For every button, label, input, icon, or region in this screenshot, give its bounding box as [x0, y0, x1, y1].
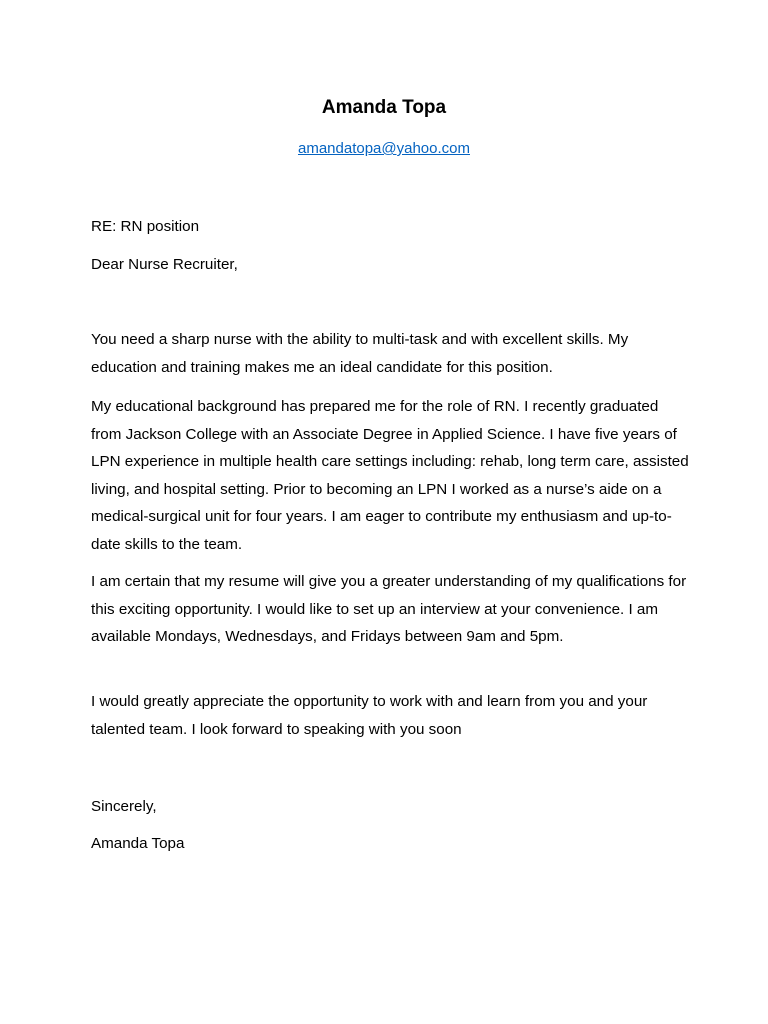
sender-email-line	[0, 139, 768, 159]
salutation: Dear Nurse Recruiter,	[91, 256, 238, 273]
paragraph-availability: I am certain that my resume will give you a greater understanding of my qualifications for this exciting opportunity. I would like to set up an interview at your convenience. I am available Mondays, Wednesdays, and Fridays between 9am and 5pm.	[91, 573, 687, 645]
paragraph-background: My educational background has prepared me for the role of RN. I recently graduated from Jackson College with an Associate Degree in Applied Science. I have five years of LPN experience in multiple health care settings including: rehab, long term care, assisted living, and hospital setting. Prior to becoming an LPN I worked as a nurse’s aide on a medical-surgical unit for four years. I am eager to contribute my enthusiasm and up-to-date skills to the team.	[91, 398, 689, 553]
sender-name-heading: Amanda Topa	[321, 97, 447, 118]
sender-email-link[interactable]: amandatopa@yahoo.com	[297, 140, 470, 157]
paragraph-intro: You need a sharp nurse with the ability to multi-task and with excellent skills. My education and training makes me an ideal candidate for this position.	[91, 331, 629, 376]
paragraph-closing-remarks: I would greatly appreciate the opportunity to work with and learn from you and your talented team. I look forward to speaking with you soon	[91, 693, 648, 738]
closing-phrase: Sincerely,	[91, 798, 157, 815]
re-line: RE: RN position	[91, 218, 200, 235]
signature-name: Amanda Topa	[91, 835, 185, 852]
